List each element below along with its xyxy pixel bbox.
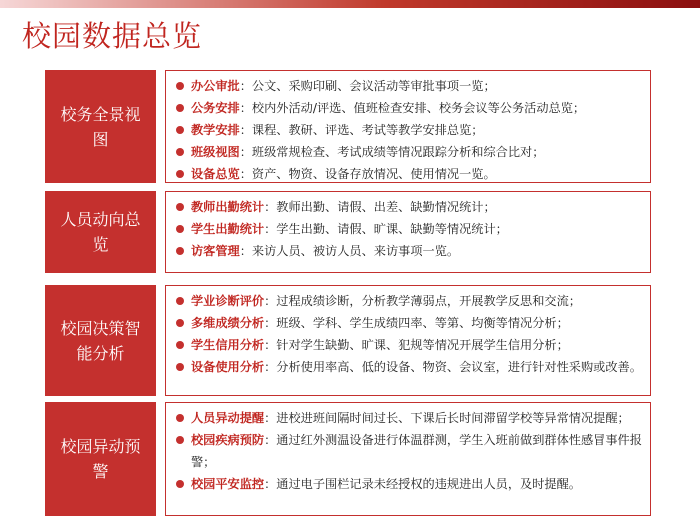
item-text: ：教师出勤、请假、出差、缺勤情况统计；	[264, 200, 496, 214]
item-label: 设备总览	[191, 167, 240, 181]
list-item	[176, 163, 642, 185]
item-text: ：班级常规检查、考试成绩等情况跟踪分析和综合比对；	[239, 145, 545, 159]
item-text: ：班级、学科、学生成绩四率、等第、均衡等情况分析；	[264, 316, 569, 330]
list-item	[176, 97, 642, 119]
list-item	[176, 473, 642, 495]
item-text: ：进校进班间隔时间过长、下课后长时间滞留学校等异常情况提醒；	[264, 411, 630, 425]
item-text: ：校内外活动/评选、值班检查安排、校务会议等公务活动总览；	[239, 101, 586, 115]
bullet-icon	[176, 170, 184, 178]
bullet-icon	[176, 225, 184, 233]
item-label: 校园平安监控	[191, 477, 265, 491]
list-item	[176, 334, 642, 356]
bullet-icon	[176, 82, 184, 90]
item-label: 公务安排	[191, 101, 240, 115]
content-box	[165, 70, 651, 183]
content-box	[165, 191, 651, 273]
bullet-icon	[176, 414, 184, 422]
item-text: ：通过红外测温设备进行体温群测，学生入班前做到群体性感冒事件报警；	[191, 433, 642, 469]
bullet-icon	[176, 341, 184, 349]
list-item	[176, 119, 642, 141]
item-text: ：公文、采购印刷、会议活动等审批事项一览；	[239, 79, 496, 93]
item-label: 人员异动提醒	[191, 411, 265, 425]
item-label: 学业诊断评价	[191, 294, 265, 308]
list-item	[176, 312, 642, 334]
item-text: ：分析使用率高、低的设备、物资、会议室，进行针对性采购或改善。	[264, 360, 642, 374]
item-label: 访客管理	[191, 244, 240, 258]
list-item	[176, 407, 642, 429]
item-label: 校园疾病预防	[191, 433, 265, 447]
list-item	[176, 356, 642, 378]
category-box	[45, 70, 156, 183]
bullet-icon	[176, 297, 184, 305]
bullet-icon	[176, 126, 184, 134]
bullet-icon	[176, 203, 184, 211]
category-label: 校园异动预警	[60, 437, 141, 481]
bullet-icon	[176, 247, 184, 255]
content-box	[165, 285, 651, 396]
content-box	[165, 402, 651, 516]
category-label: 校园决策智能分析	[60, 318, 141, 363]
bullet-icon	[176, 319, 184, 327]
bullet-icon	[176, 104, 184, 112]
item-label: 班级视图	[191, 145, 240, 159]
bullet-icon	[176, 363, 184, 371]
bullet-icon	[176, 148, 184, 156]
list-item	[176, 196, 642, 218]
item-label: 学生信用分析	[191, 338, 265, 352]
item-text: ：资产、物资、设备存放情况、使用情况一览。	[239, 167, 496, 181]
category-box	[45, 402, 156, 516]
bullet-icon	[176, 480, 184, 488]
item-text: ：针对学生缺勤、旷课、犯规等情况开展学生信用分析；	[264, 338, 569, 352]
item-label: 教师出勤统计	[191, 200, 265, 214]
page-title: 校园数据总览	[22, 19, 203, 53]
list-item	[176, 240, 642, 262]
item-label: 办公审批	[191, 79, 240, 93]
item-text: ：学生出勤、请假、旷课、缺勤等情况统计；	[264, 222, 508, 236]
bullet-icon	[176, 436, 184, 444]
category-label: 校务全景视图	[60, 104, 141, 149]
list-item	[176, 429, 642, 473]
item-text: ：课程、教研、评选、考试等教学安排总览；	[239, 123, 484, 137]
category-box	[45, 285, 156, 396]
item-text: ：来访人员、被访人员、来访事项一览。	[239, 244, 460, 258]
top-accent-bar	[0, 0, 700, 8]
item-text: ：过程成绩诊断，分析教学薄弱点，开展教学反思和交流；	[264, 294, 581, 308]
list-item	[176, 75, 642, 97]
list-item	[176, 290, 642, 312]
item-text: ：通过电子围栏记录未经授权的违规进出人员，及时提醒。	[264, 477, 581, 491]
category-label: 人员动向总览	[60, 210, 141, 254]
list-item	[176, 141, 642, 163]
list-item	[176, 218, 642, 240]
category-box	[45, 191, 156, 273]
item-label: 设备使用分析	[191, 360, 265, 374]
item-label: 学生出勤统计	[191, 222, 265, 236]
item-label: 教学安排	[191, 123, 240, 137]
item-label: 多维成绩分析	[191, 316, 265, 330]
